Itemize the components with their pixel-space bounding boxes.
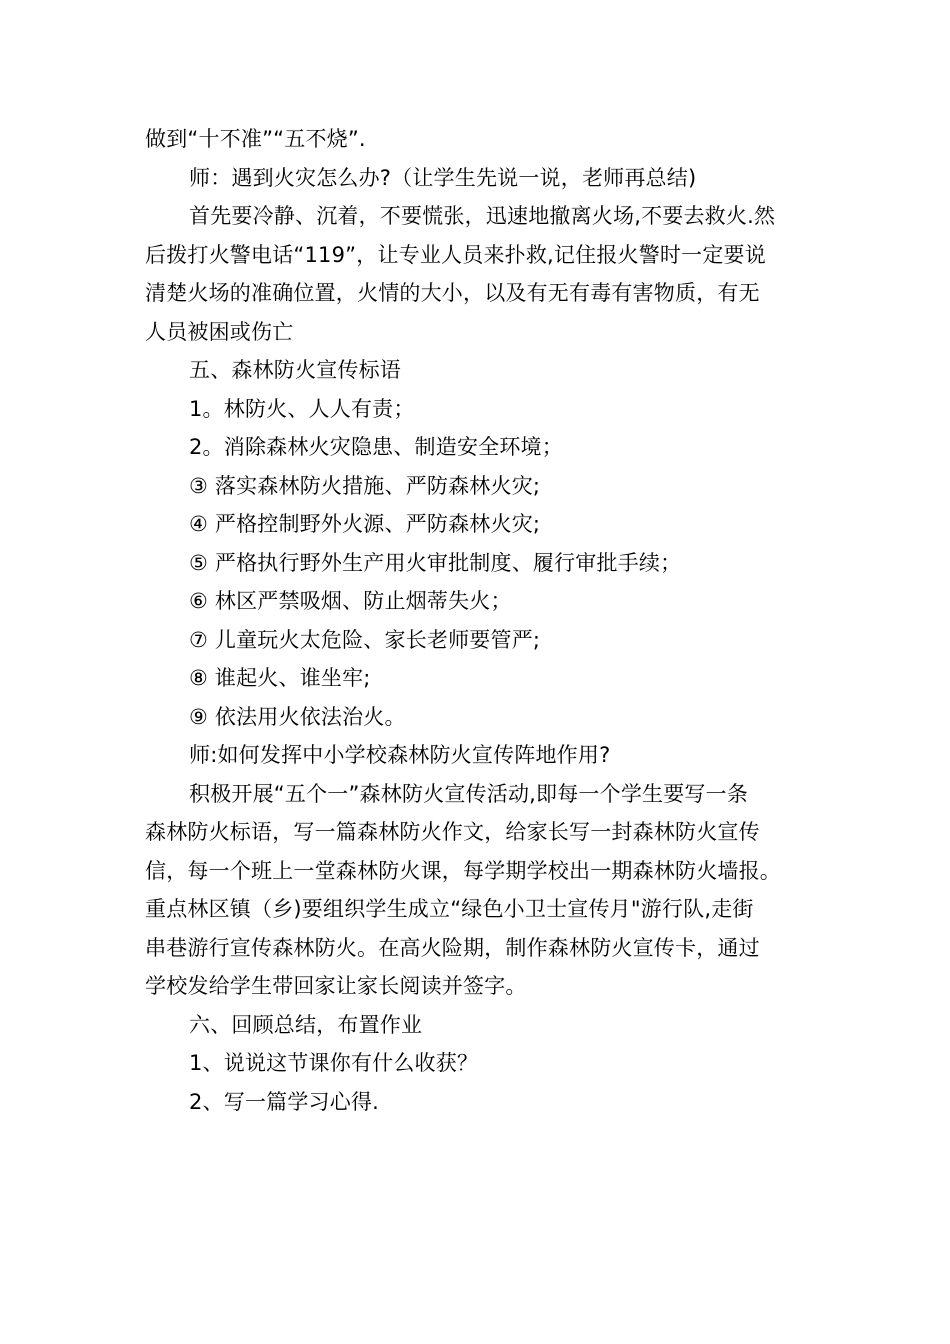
- section-heading: 六、回顾总结，布置作业: [189, 1012, 423, 1037]
- text-line: 信，每一个班上一堂森林防火课，每学期学校出一期森林防火墙报。: [145, 858, 781, 883]
- text-line: 森林防火标语，写一篇森林防火作文，给家长写一封森林防火宣传: [145, 820, 760, 844]
- document-page: [145, 120, 815, 1121]
- text-line: 清楚火场的准确位置，火情的大小，以及有无有毒有害物质，有无: [145, 281, 760, 305]
- text-line: 师:如何发挥中小学校森林防火宣传阵地作用?: [189, 743, 611, 767]
- text-line: 首先要冷静、沉着，不要慌张，迅速地撤离火场,不要去救火.然: [189, 204, 776, 228]
- list-item: ③ 落实森林防火措施、严防森林火灾;: [189, 473, 541, 498]
- text-line: 人员被困或伤亡: [145, 319, 294, 344]
- list-item: ④ 严格控制野外火源、严防森林火灾;: [189, 512, 541, 536]
- list-item: ⑥ 林区严禁吸烟、防止烟蒂失火；: [189, 589, 512, 613]
- list-item: 2、写一篇学习心得.: [189, 1089, 380, 1114]
- list-item: ⑦ 儿童玩火太危险、家长老师要管严;: [189, 627, 541, 652]
- section-heading: 五、森林防火宣传标语: [189, 358, 401, 382]
- text-line: 串巷游行宣传森林防火。在高火险期，制作森林防火宣传卡，通过: [145, 935, 760, 960]
- list-item: 2。消除森林火灾隐患、制造安全环境；: [189, 435, 563, 459]
- list-item: 1。林防火、人人有责；: [189, 396, 415, 421]
- list-item: ⑤ 严格执行野外生产用火审批制度、履行审批手续；: [189, 550, 682, 575]
- list-item: 1、说说这节课你有什么收获？: [189, 1051, 479, 1075]
- text-line: 学校发给学生带回家让家长阅读并签字。: [145, 974, 527, 998]
- text-line: 做到“十不准”“五不烧”.: [145, 127, 366, 151]
- list-item: ⑧ 谁起火、谁坐牢;: [189, 666, 371, 690]
- list-item: ⑨ 依法用火依法治火。: [189, 704, 406, 729]
- text-line: 积极开展“五个一”森林防火宣传活动,即每一个学生要写一条: [189, 781, 749, 806]
- text-line: 师：遇到火灾怎么办?（让学生先说一说，老师再总结): [189, 165, 697, 190]
- text-line: 后拨打火警电话“119”，让专业人员来扑救,记住报火警时一定要说: [145, 242, 766, 267]
- text-line: 重点林区镇（乡)要组织学生成立“绿色小卫士宣传月"游行队,走街: [145, 897, 754, 921]
